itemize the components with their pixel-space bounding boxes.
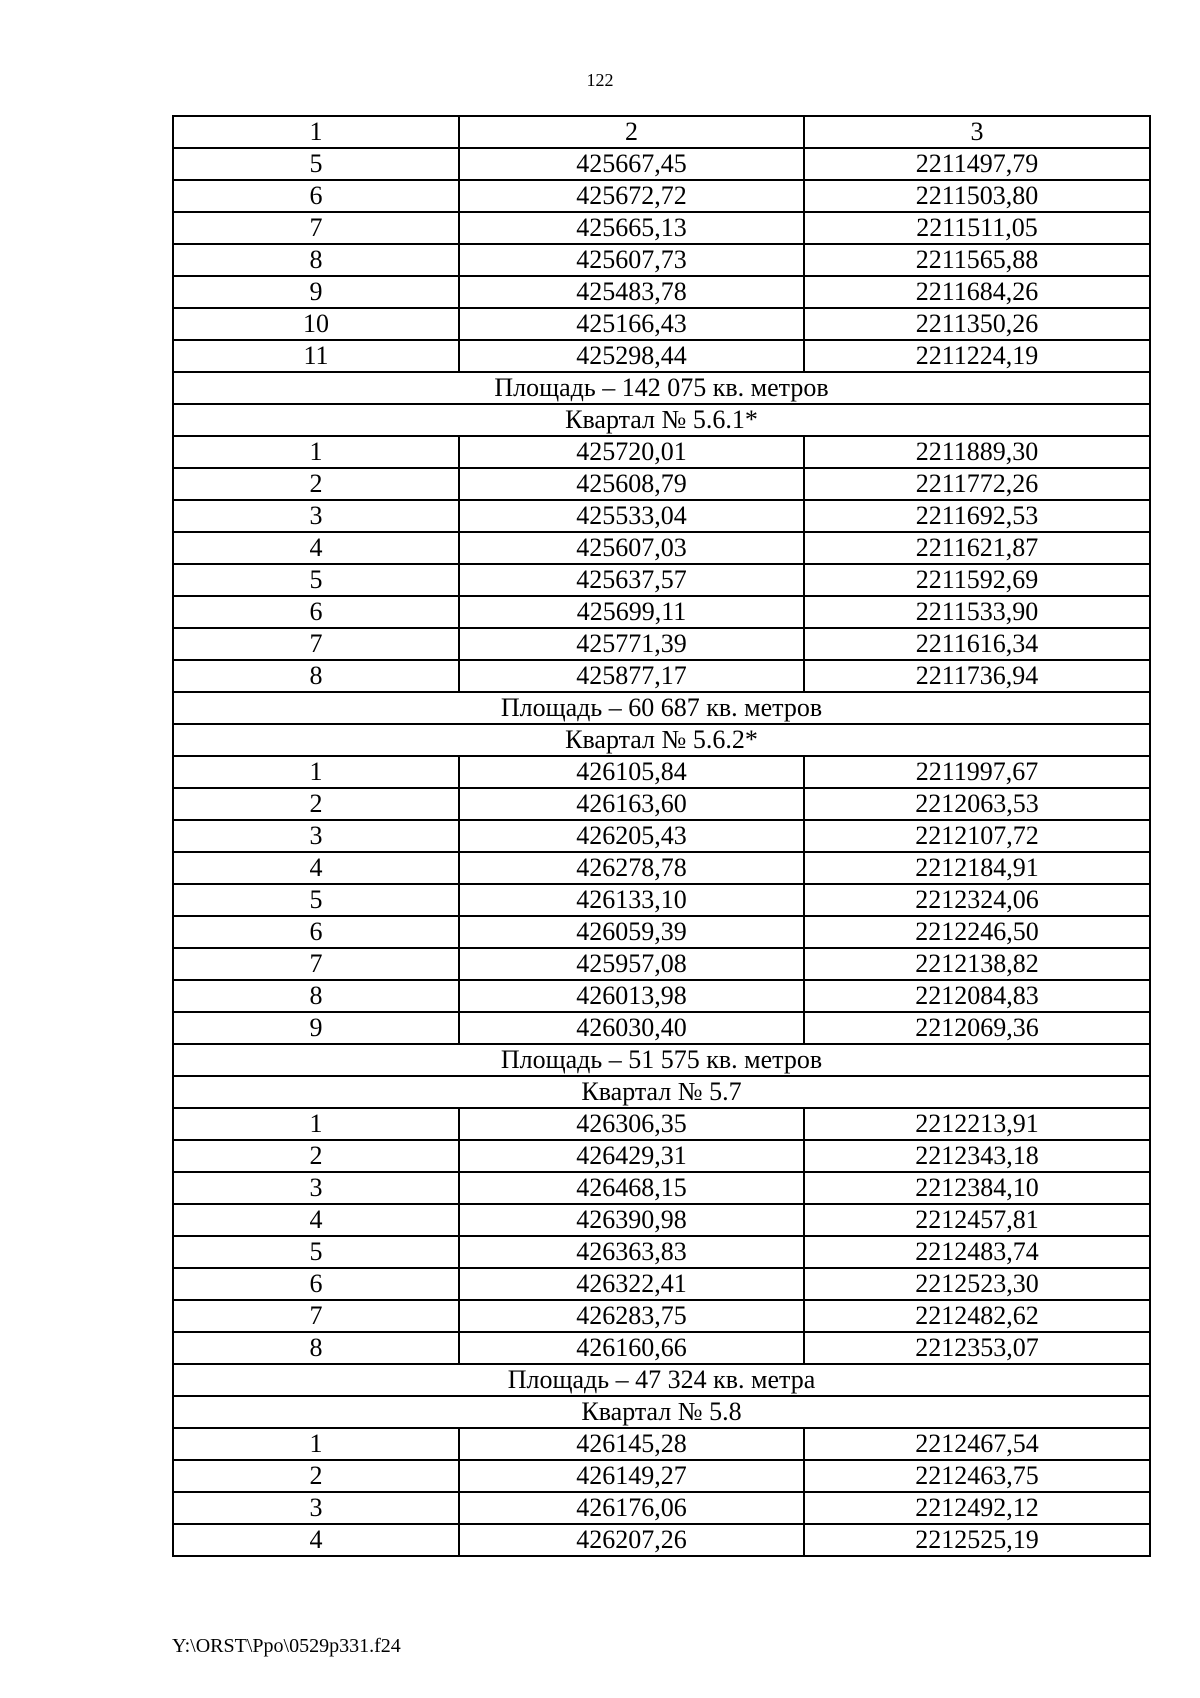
cell-y-coordinate: 2211684,26 xyxy=(804,276,1150,308)
section-row xyxy=(173,372,1150,404)
section-row xyxy=(173,1044,1150,1076)
cell-x-coordinate: 426429,31 xyxy=(459,1140,804,1172)
cell-point-number: 7 xyxy=(173,212,459,244)
cell-x-coordinate: 426306,35 xyxy=(459,1108,804,1140)
cell-point-number: 2 xyxy=(173,788,459,820)
cell-point-number: 7 xyxy=(173,1300,459,1332)
cell-y-coordinate: 2211616,34 xyxy=(804,628,1150,660)
cell-point-number: 3 xyxy=(173,820,459,852)
table-row xyxy=(173,1172,1150,1204)
cell-x-coordinate: 426133,10 xyxy=(459,884,804,916)
cell-point-number: 4 xyxy=(173,1204,459,1236)
cell-point-number: 6 xyxy=(173,1268,459,1300)
cell-x-coordinate: 425637,57 xyxy=(459,564,804,596)
cell-x-coordinate: 425672,72 xyxy=(459,180,804,212)
cell-y-coordinate: 2212063,53 xyxy=(804,788,1150,820)
cell-y-coordinate: 2212467,54 xyxy=(804,1428,1150,1460)
cell-x-coordinate: 426030,40 xyxy=(459,1012,804,1044)
cell-x-coordinate: 425533,04 xyxy=(459,500,804,532)
table-row xyxy=(173,788,1150,820)
cell-point-number: 1 xyxy=(173,436,459,468)
table-body xyxy=(173,148,1150,1556)
table-row xyxy=(173,980,1150,1012)
cell-y-coordinate: 2211511,05 xyxy=(804,212,1150,244)
table-row xyxy=(173,884,1150,916)
cell-x-coordinate: 425667,45 xyxy=(459,148,804,180)
table-row xyxy=(173,276,1150,308)
cell-x-coordinate: 425720,01 xyxy=(459,436,804,468)
cell-x-coordinate: 425607,73 xyxy=(459,244,804,276)
cell-y-coordinate: 2211621,87 xyxy=(804,532,1150,564)
cell-y-coordinate: 2211692,53 xyxy=(804,500,1150,532)
section-label: Квартал № 5.6.1* xyxy=(173,404,1150,436)
cell-point-number: 3 xyxy=(173,1492,459,1524)
table-row xyxy=(173,564,1150,596)
cell-x-coordinate: 426205,43 xyxy=(459,820,804,852)
cell-y-coordinate: 2211997,67 xyxy=(804,756,1150,788)
cell-x-coordinate: 425608,79 xyxy=(459,468,804,500)
cell-x-coordinate: 425665,13 xyxy=(459,212,804,244)
table-row xyxy=(173,1012,1150,1044)
cell-y-coordinate: 2212069,36 xyxy=(804,1012,1150,1044)
cell-point-number: 6 xyxy=(173,180,459,212)
cell-point-number: 8 xyxy=(173,660,459,692)
section-label: Квартал № 5.6.2* xyxy=(173,724,1150,756)
cell-y-coordinate: 2211772,26 xyxy=(804,468,1150,500)
cell-y-coordinate: 2212492,12 xyxy=(804,1492,1150,1524)
cell-point-number: 7 xyxy=(173,948,459,980)
header-cell-y-coordinate: 3 xyxy=(804,116,1150,148)
cell-y-coordinate: 2211736,94 xyxy=(804,660,1150,692)
section-row xyxy=(173,724,1150,756)
cell-x-coordinate: 426059,39 xyxy=(459,916,804,948)
cell-y-coordinate: 2211533,90 xyxy=(804,596,1150,628)
cell-y-coordinate: 2212457,81 xyxy=(804,1204,1150,1236)
cell-point-number: 2 xyxy=(173,468,459,500)
cell-x-coordinate: 426363,83 xyxy=(459,1236,804,1268)
cell-point-number: 7 xyxy=(173,628,459,660)
section-label: Площадь – 47 324 кв. метра xyxy=(173,1364,1150,1396)
table-row xyxy=(173,1524,1150,1556)
table-row xyxy=(173,1300,1150,1332)
table-row xyxy=(173,1236,1150,1268)
cell-point-number: 2 xyxy=(173,1460,459,1492)
table-row xyxy=(173,436,1150,468)
table-row xyxy=(173,1140,1150,1172)
cell-point-number: 1 xyxy=(173,1108,459,1140)
section-label: Площадь – 51 575 кв. метров xyxy=(173,1044,1150,1076)
header-cell-point-number: 1 xyxy=(173,116,459,148)
cell-point-number: 4 xyxy=(173,532,459,564)
cell-point-number: 8 xyxy=(173,244,459,276)
table-row xyxy=(173,308,1150,340)
table-row xyxy=(173,468,1150,500)
header-cell-x-coordinate: 2 xyxy=(459,116,804,148)
section-row xyxy=(173,1396,1150,1428)
table-row xyxy=(173,1492,1150,1524)
footer-file-path: Y:\ORST\Ppo\0529p331.f24 xyxy=(172,1635,401,1657)
cell-x-coordinate: 426390,98 xyxy=(459,1204,804,1236)
table-header xyxy=(173,116,1150,148)
cell-point-number: 3 xyxy=(173,1172,459,1204)
cell-y-coordinate: 2211592,69 xyxy=(804,564,1150,596)
cell-x-coordinate: 426163,60 xyxy=(459,788,804,820)
table-row xyxy=(173,340,1150,372)
cell-x-coordinate: 425298,44 xyxy=(459,340,804,372)
cell-point-number: 5 xyxy=(173,564,459,596)
cell-point-number: 1 xyxy=(173,1428,459,1460)
table-row xyxy=(173,244,1150,276)
table-row xyxy=(173,500,1150,532)
table-row xyxy=(173,916,1150,948)
cell-x-coordinate: 426160,66 xyxy=(459,1332,804,1364)
cell-y-coordinate: 2211503,80 xyxy=(804,180,1150,212)
cell-x-coordinate: 426322,41 xyxy=(459,1268,804,1300)
cell-point-number: 10 xyxy=(173,308,459,340)
table-row xyxy=(173,948,1150,980)
cell-y-coordinate: 2212525,19 xyxy=(804,1524,1150,1556)
table-row xyxy=(173,1204,1150,1236)
cell-y-coordinate: 2212324,06 xyxy=(804,884,1150,916)
section-label: Квартал № 5.7 xyxy=(173,1076,1150,1108)
cell-x-coordinate: 426283,75 xyxy=(459,1300,804,1332)
cell-y-coordinate: 2212107,72 xyxy=(804,820,1150,852)
cell-y-coordinate: 2212138,82 xyxy=(804,948,1150,980)
cell-x-coordinate: 426145,28 xyxy=(459,1428,804,1460)
cell-x-coordinate: 426149,27 xyxy=(459,1460,804,1492)
table-row xyxy=(173,756,1150,788)
cell-y-coordinate: 2212384,10 xyxy=(804,1172,1150,1204)
table-row xyxy=(173,820,1150,852)
table-row xyxy=(173,212,1150,244)
section-row xyxy=(173,1364,1150,1396)
cell-y-coordinate: 2212213,91 xyxy=(804,1108,1150,1140)
cell-y-coordinate: 2211497,79 xyxy=(804,148,1150,180)
table-row xyxy=(173,1268,1150,1300)
table-row xyxy=(173,628,1150,660)
cell-x-coordinate: 425699,11 xyxy=(459,596,804,628)
table-row xyxy=(173,660,1150,692)
section-label: Квартал № 5.8 xyxy=(173,1396,1150,1428)
cell-point-number: 9 xyxy=(173,276,459,308)
cell-y-coordinate: 2212184,91 xyxy=(804,852,1150,884)
cell-point-number: 2 xyxy=(173,1140,459,1172)
cell-x-coordinate: 426278,78 xyxy=(459,852,804,884)
cell-point-number: 11 xyxy=(173,340,459,372)
table-row xyxy=(173,596,1150,628)
cell-y-coordinate: 2211889,30 xyxy=(804,436,1150,468)
cell-point-number: 5 xyxy=(173,884,459,916)
cell-y-coordinate: 2211565,88 xyxy=(804,244,1150,276)
cell-y-coordinate: 2212084,83 xyxy=(804,980,1150,1012)
cell-y-coordinate: 2212482,62 xyxy=(804,1300,1150,1332)
cell-point-number: 3 xyxy=(173,500,459,532)
cell-x-coordinate: 426105,84 xyxy=(459,756,804,788)
table-row xyxy=(173,1428,1150,1460)
section-label: Площадь – 142 075 кв. метров xyxy=(173,372,1150,404)
cell-y-coordinate: 2212246,50 xyxy=(804,916,1150,948)
cell-point-number: 9 xyxy=(173,1012,459,1044)
cell-point-number: 5 xyxy=(173,1236,459,1268)
cell-x-coordinate: 426176,06 xyxy=(459,1492,804,1524)
table-row xyxy=(173,180,1150,212)
section-label: Площадь – 60 687 кв. метров xyxy=(173,692,1150,724)
cell-x-coordinate: 425957,08 xyxy=(459,948,804,980)
cell-x-coordinate: 425483,78 xyxy=(459,276,804,308)
cell-x-coordinate: 426207,26 xyxy=(459,1524,804,1556)
cell-x-coordinate: 425771,39 xyxy=(459,628,804,660)
table-row xyxy=(173,1108,1150,1140)
cell-x-coordinate: 426468,15 xyxy=(459,1172,804,1204)
cell-y-coordinate: 2212523,30 xyxy=(804,1268,1150,1300)
page-number: 122 xyxy=(586,70,614,90)
cell-point-number: 6 xyxy=(173,596,459,628)
cell-y-coordinate: 2211350,26 xyxy=(804,308,1150,340)
table-row xyxy=(173,532,1150,564)
cell-point-number: 6 xyxy=(173,916,459,948)
cell-x-coordinate: 425166,43 xyxy=(459,308,804,340)
table-row xyxy=(173,852,1150,884)
cell-y-coordinate: 2211224,19 xyxy=(804,340,1150,372)
cell-point-number: 4 xyxy=(173,1524,459,1556)
cell-x-coordinate: 426013,98 xyxy=(459,980,804,1012)
cell-y-coordinate: 2212343,18 xyxy=(804,1140,1150,1172)
cell-y-coordinate: 2212463,75 xyxy=(804,1460,1150,1492)
cell-point-number: 1 xyxy=(173,756,459,788)
cell-x-coordinate: 425607,03 xyxy=(459,532,804,564)
cell-x-coordinate: 425877,17 xyxy=(459,660,804,692)
cell-y-coordinate: 2212353,07 xyxy=(804,1332,1150,1364)
cell-y-coordinate: 2212483,74 xyxy=(804,1236,1150,1268)
table-row xyxy=(173,1332,1150,1364)
coordinates-table xyxy=(172,115,1151,1557)
section-row xyxy=(173,1076,1150,1108)
section-row xyxy=(173,404,1150,436)
section-row xyxy=(173,692,1150,724)
table-row xyxy=(173,1460,1150,1492)
cell-point-number: 8 xyxy=(173,1332,459,1364)
cell-point-number: 5 xyxy=(173,148,459,180)
table-header-row xyxy=(173,116,1150,148)
table-row xyxy=(173,148,1150,180)
cell-point-number: 4 xyxy=(173,852,459,884)
cell-point-number: 8 xyxy=(173,980,459,1012)
